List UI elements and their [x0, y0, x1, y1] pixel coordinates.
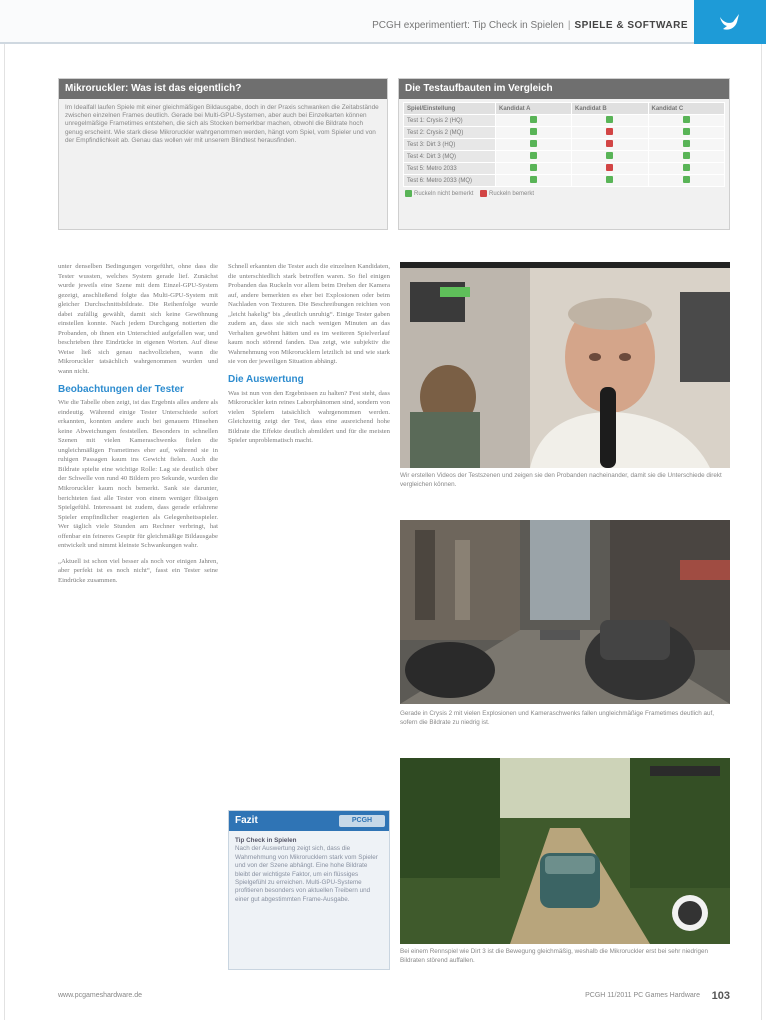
table-row: [404, 175, 725, 187]
shooter-screenshot-image: [400, 520, 730, 704]
fail-marker-icon: [606, 128, 613, 135]
photo-3-caption: Bei einem Rennspiel wie Dirt 3 ist die Bewegung gleichmäßig, weshalb die Mikroruckler erst bei sehr niedrigen Bildraten störend auffallen.: [400, 948, 708, 964]
footer-issue: PCGH 11/2011 PC Games Hardware: [585, 992, 700, 999]
conclusion-heading: Tip Check in Spielen: [235, 837, 297, 844]
paragraph: Wie die Tabelle oben zeigt, ist das Ergebnis alles andere als eindeutig. Während einige Tester Unterschiede sofort erkannten, konnten andere auch bei genauem Hinsehen keine Abweichungen feststellen. Besonders in schnellen Szenen mit vielen Kameraschwenks fielen die ungleichmäßigen Frametimes eher auf, während sie in ruhigen Passagen kaum ins Gewicht fielen. Auch die Bildrate spielte eine wichtige Rolle: Lag sie deutlich über der Schwelle von rund 40 Bildern pro Sekunde, wurden die Mikroruckler kaum noch bemerkt. Sank sie darunter, berichteten fast alle Tester von einem weniger flüssigen Spielgefühl. Interessant ist zudem, dass gerade erfahrene Spieler empfindlicher reagierten als Gelegenheitsspieler. Wer täglich viele Stunden am Rechner verbringt, hat offenbar ein feineres Gespür für gleichmäßige Bildausgabe entwickelt und nimmt kleinste Schwankungen wahr.: [58, 399, 218, 550]
comparison-title: Die Testaufbauten im Vergleich: [399, 79, 729, 99]
text-column-2: [228, 262, 390, 797]
table-legend: [399, 187, 729, 202]
photo-2-caption: Gerade in Crysis 2 mit vielen Explosionen und Kameraschwenks fallen ungleichmäßige Frametimes deutlich auf, sofern die Bildrate zu niedrig ist.: [400, 710, 714, 726]
result-cell: [496, 175, 572, 187]
photo-dirt-scene: [400, 758, 730, 944]
result-cell: [496, 163, 572, 175]
row-label: Test 3: Dirt 3 (HQ): [404, 139, 496, 151]
text-column-1: [58, 262, 218, 982]
conclusion-body: [229, 831, 389, 910]
info-box-body: Im Idealfall laufen Spiele mit einer gleichmäßigen Bildausgabe, doch in der Praxis schwanken die Zeitabstände zwischen einzelnen Frames deutlich. Gerade bei Multi-GPU-Systemen, aber auch bei Einzelkarten können unregelmäßige Frametimes entstehen, die sich als Stocken bemerkbar machen, obwohl die Bildrate hoch genug erscheint. Wie stark diese Mikroruckler wahrgenommen werden, hängt vom Spiel, vom Spieler und von der Empfindlichkeit ab. Genau das wollen wir mit unserem Blindtest herausfinden.: [65, 104, 379, 144]
conclusion-badge: PCGH: [339, 815, 385, 827]
legend-fail-label: Ruckeln bemerkt: [489, 191, 535, 198]
ok-marker-icon: [530, 140, 537, 147]
result-cell: [496, 115, 572, 127]
table-row: [404, 163, 725, 175]
section-label: SPIELE & SOFTWARE: [574, 20, 688, 31]
ok-marker-icon: [683, 152, 690, 159]
result-cell: [496, 127, 572, 139]
info-box-title: Mikroruckler: Was ist das eigentlich?: [59, 79, 387, 99]
footer-url: www.pcgameshardware.de: [58, 992, 143, 999]
ok-marker-icon: [405, 190, 412, 197]
running-title: PCGH experimentiert: Tip Check in Spielen: [372, 20, 564, 31]
result-cell: [572, 163, 648, 175]
result-cell: [648, 139, 725, 151]
subheading: Beobachtungen der Tester: [58, 383, 184, 395]
result-cell: [648, 163, 725, 175]
result-cell: [572, 127, 648, 139]
result-cell: [648, 175, 725, 187]
ok-marker-icon: [530, 116, 537, 123]
ok-marker-icon: [683, 176, 690, 183]
ok-marker-icon: [530, 152, 537, 159]
result-cell: [648, 151, 725, 163]
comparison-box: [398, 78, 730, 230]
ok-marker-icon: [606, 176, 613, 183]
ok-marker-icon: [606, 152, 613, 159]
page-header: [0, 0, 766, 44]
fail-marker-icon: [606, 140, 613, 147]
page-footer: [58, 990, 730, 1004]
ok-marker-icon: [530, 164, 537, 171]
row-label: Test 5: Metro 2033: [404, 163, 496, 175]
result-cell: [648, 115, 725, 127]
paragraph: unter denselben Bedingungen vorgeführt, ohne dass die Tester wussten, welches System gerade lief. Zunächst wurde jeweils eine Szene mit dem Einzel-GPU-System gezeigt, anschließend folgte das Multi-GPU-System mit gleicher Durchschnittsbildrate. Die Reihenfolge wurde dabei zufällig gewählt, damit sich keine Gewöhnung einstellen konnte. Nach jedem Durchgang notierten die Probanden, ob ihnen ein Unterschied aufgefallen war, und beschrieben ihre Eindrücke in eigenen Worten. Auf diese Weise ließ sich genau nachvollziehen, wann die Mikroruckler tatsächlich wahrgenommen wurden und wann nicht.: [58, 263, 218, 376]
running-header: PCGH experimentiert: Tip Check in Spielen | SPIELE & SOFTWARE: [372, 20, 688, 31]
conclusion-box: [228, 810, 390, 970]
row-label: Test 4: Dirt 3 (MQ): [404, 151, 496, 163]
column-header: Spiel/Einstellung: [404, 103, 496, 115]
photo-tester-interview: [400, 262, 730, 468]
paragraph: „Aktuell ist schon viel besser als noch vor einigen Jahren, aber perfekt ist es noch nicht“, fasst ein Tester seine Eindrücke zusammen.: [58, 557, 218, 584]
table-row: [404, 115, 725, 127]
table-row: [404, 139, 725, 151]
table-row: [404, 151, 725, 163]
conclusion-title-text: Fazit: [235, 815, 258, 826]
table-row: [404, 127, 725, 139]
result-cell: [572, 115, 648, 127]
fail-marker-icon: [480, 190, 487, 197]
ok-marker-icon: [683, 164, 690, 171]
result-cell: [496, 139, 572, 151]
photo-1-caption: Wir erstellen Videos der Testszenen und zeigen sie den Probanden nacheinander, damit sie die Unterschiede direkt vergleichen können.: [400, 472, 722, 488]
page-number: 103: [711, 990, 730, 1002]
column-header: Kandidat A: [496, 103, 572, 115]
ok-marker-icon: [530, 128, 537, 135]
result-cell: [572, 151, 648, 163]
row-label: Test 1: Crysis 2 (HQ): [404, 115, 496, 127]
result-cell: [572, 175, 648, 187]
table-header-row: [404, 103, 725, 115]
column-header: Kandidat C: [648, 103, 725, 115]
comparison-table: [403, 102, 725, 187]
magazine-logo: [694, 0, 766, 44]
row-label: Test 2: Crysis 2 (MQ): [404, 127, 496, 139]
conclusion-title: [229, 811, 389, 831]
subheading: Die Auswertung: [228, 374, 304, 386]
photo-crysis-scene: [400, 520, 730, 704]
column-header: Kandidat B: [572, 103, 648, 115]
paragraph: Was ist nun von den Ergebnissen zu halten? Fest steht, dass Mikroruckler kein reines Laborphänomen sind, sondern von vielen Spielern tatsächlich wahrgenommen werden. Gleichzeitig zeigt der Test, dass eine ausreichend hohe Bildrate die Effekte deutlich abmildert und für die meisten Spieler unproblematisch macht.: [228, 389, 390, 445]
ok-marker-icon: [606, 116, 613, 123]
result-cell: [496, 151, 572, 163]
bird-icon: [717, 9, 743, 35]
paragraph: Schnell erkannten die Tester auch die einzelnen Kandidaten, die unterschiedlich stark betroffen waren. So fiel einigen Probanden das Ruckeln vor allem beim Drehen der Kamera auf, andere bemerkten es eher bei Explosionen oder beim Nachladen von Texturen. Die Beschreibungen reichten von „leicht hakelig“ bis „deutlich unruhig“. Einige Tester gaben zudem an, dass sie sich nach wenigen Minuten an das Verhalten gewöhnt hätten und es im weiteren Spielverlauf kaum noch störend fanden. Das zeigt, wie subjektiv die Wahrnehmung von Mikrorucklern letztlich ist und wie stark sie von der jeweiligen Situation abhängt.: [228, 263, 390, 366]
tester-photo-image: [400, 262, 730, 468]
info-box-microstutter: [58, 78, 388, 230]
fail-marker-icon: [606, 164, 613, 171]
ok-marker-icon: [683, 128, 690, 135]
result-cell: [648, 127, 725, 139]
racing-screenshot-image: [400, 758, 730, 944]
result-cell: [572, 139, 648, 151]
legend-ok-label: Ruckeln nicht bemerkt: [414, 191, 474, 198]
conclusion-text: Nach der Auswertung zeigt sich, dass die Wahrnehmung von Mikrorucklern stark vom Spieler und von der Szene abhängt. Eine hohe Bildrate bleibt der wichtigste Faktor, um ein flüssiges Spielgefühl zu erreichen. Multi-GPU-Systeme profitieren besonders von aktuellen Treibern und einer gut abgestimmten Frame-Ausgabe.: [235, 845, 378, 903]
ok-marker-icon: [683, 116, 690, 123]
ok-marker-icon: [683, 140, 690, 147]
row-label: Test 6: Metro 2033 (MQ): [404, 175, 496, 187]
ok-marker-icon: [530, 176, 537, 183]
